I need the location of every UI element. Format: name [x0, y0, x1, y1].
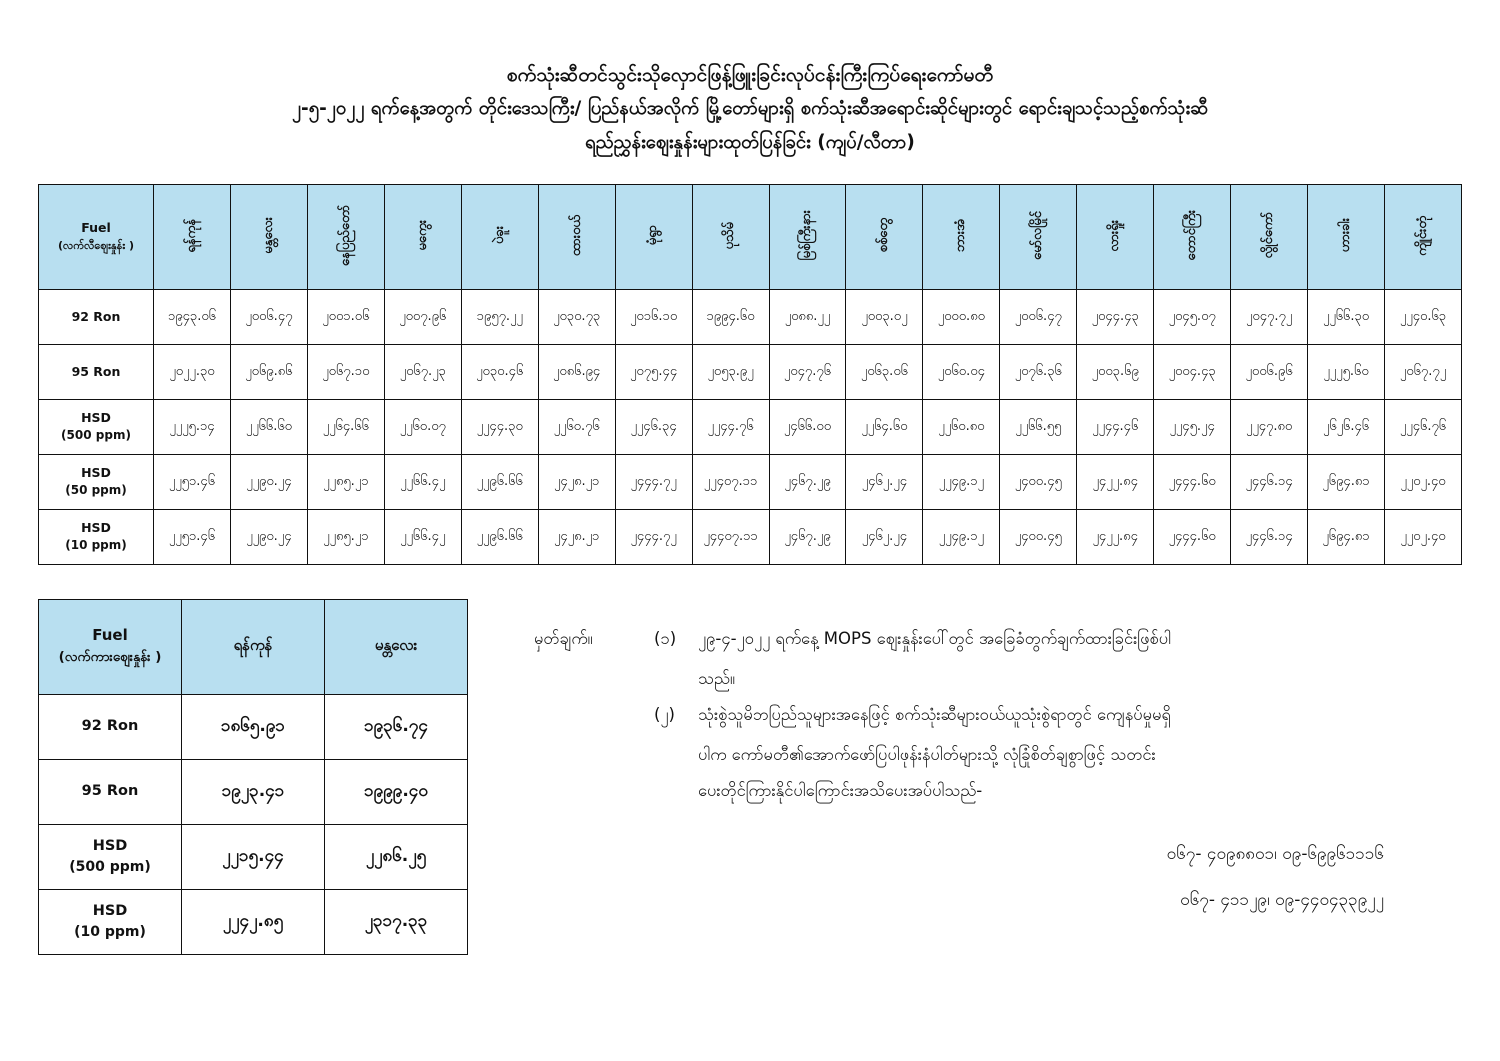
header-col-mandalay: မန္တလေး [325, 600, 468, 695]
row-label [39, 890, 182, 955]
row-label-main: 92 Ron [71, 308, 121, 324]
price-cell: ၂၂၄၄.၃၀ [461, 400, 538, 455]
price-cell: ၂၄၂၂.၈၄ [1077, 455, 1154, 510]
price-cell: ၂၂၆၀.၀၇ [384, 400, 461, 455]
price-cell: ၂၄၄၄.၆၀ [1154, 510, 1231, 565]
table-row [39, 825, 468, 890]
price-cell-yangon: ၂၂၄၂.၈၅ [182, 890, 325, 955]
header-city-14 [1231, 185, 1308, 290]
price-cell: ၂၂၄၀၇.၁၁ [692, 455, 769, 510]
wholesale-table-head [39, 600, 468, 695]
price-cell: ၂၂၄၆.၃၄ [615, 400, 692, 455]
price-cell: ၂၄၂၈.၂၁ [538, 510, 615, 565]
price-cell: ၂၄၀၀.၄၅ [1000, 510, 1077, 565]
price-cell: ၂၂၆၆.၄၂ [384, 455, 461, 510]
row-label [39, 455, 154, 510]
price-cell: ၂၄၄၆.၁၄ [1231, 510, 1308, 565]
price-cell: ၂၂၆၀.၇၆ [538, 400, 615, 455]
header-city-15 [1308, 185, 1385, 290]
header-fuel-title: Fuel [92, 626, 128, 644]
price-cell: ၂၀၆၇.၇၂ [1385, 345, 1462, 400]
price-cell: ၂၂၉၀.၂၄ [230, 510, 307, 565]
price-cell-yangon: ၂၂၁၅.၄၄ [182, 825, 325, 890]
row-label-sub: (50 ppm) [65, 483, 127, 498]
header-fuel-corner [39, 185, 154, 290]
header-city-7 [692, 185, 769, 290]
fuel-price-table-head [39, 185, 1462, 290]
title-line-2: ၂-၅-၂၀၂၂ ရက်နေ့အတွက် တိုင်းဒေသကြီး/ ပြည်နယ်အလိုက် မြို့တော်များရှိ စက်သုံးဆီအရောင်းဆိုင်များတွင် ရောင်းချသင့်သည့်စက်သုံးဆီ [291, 98, 1209, 119]
row-label-main: HSD [81, 520, 111, 536]
price-cell: ၂၀၀၃.၆၉ [1077, 345, 1154, 400]
row-label [39, 345, 154, 400]
price-cell: ၂၄၄၄.၆၀ [1154, 455, 1231, 510]
price-cell-mandalay: ၂၂၈၆.၂၅ [325, 825, 468, 890]
table-row [39, 510, 1462, 565]
price-cell: ၂၀၈၈.၂၂ [769, 290, 846, 345]
price-cell: ၂၂၈၅.၂၁ [307, 455, 384, 510]
price-cell: ၂၂၂၅.၁၄ [154, 400, 231, 455]
price-cell: ၁၉၅၇.၂၂ [461, 290, 538, 345]
header-city-1 [230, 185, 307, 290]
price-cell: ၂၀၀၃.၀၂ [846, 290, 923, 345]
header-city-5 [538, 185, 615, 290]
price-cell-yangon: ၁၈၆၅.၉၁ [182, 695, 325, 760]
table-row [39, 760, 468, 825]
price-cell: ၂၀၂၂.၃၀ [154, 345, 231, 400]
price-cell: ၂၀၆၃.၀၆ [846, 345, 923, 400]
price-cell: ၂၄၆၂.၂၄ [846, 510, 923, 565]
note-text-2-cont-a: ပါက ကော်မတီ၏အောက်ဖော်ပြပါဖုန်းနံပါတ်များသို့ လုံခြုံစိတ်ချစွာဖြင့် သတင်း [698, 745, 1156, 764]
header-city-2 [307, 185, 384, 290]
row-label [39, 695, 182, 760]
price-cell: ၂၀၀၆.၉၆ [1231, 345, 1308, 400]
note-number-1: (၁) [654, 629, 677, 648]
header-fuel-corner [39, 600, 182, 695]
note-text-2: သုံးစွဲသူမိဘပြည်သူများအနေဖြင့် စက်သုံးဆီများဝယ်ယူသုံးစွဲရာတွင် ကျေနပ်မှုမရှိ [698, 705, 1171, 724]
row-label [39, 510, 154, 565]
price-cell: ၂၀၅၃.၉၂ [692, 345, 769, 400]
price-cell: ၂၀၀၇.၉၆ [384, 290, 461, 345]
price-cell: ၂၂၄၇.၈၀ [1231, 400, 1308, 455]
price-cell: ၂၆၉၄.၈၁ [1308, 510, 1385, 565]
price-cell: ၂၄၄၄.၇၂ [615, 510, 692, 565]
price-cell: ၂၄၄၆.၁၄ [1231, 455, 1308, 510]
price-cell: ၂၀၁၆.၁၀ [615, 290, 692, 345]
header-city-label: မကွေး [414, 220, 430, 251]
price-cell: ၂၂၆၆.၃၀ [1308, 290, 1385, 345]
price-cell: ၂၀၀၆.၄၇ [1000, 290, 1077, 345]
price-cell: ၂၀၆၀.၀၄ [923, 345, 1000, 400]
price-cell: ၂၄၆၂.၂၄ [846, 455, 923, 510]
bottom-section [0, 599, 1500, 955]
header-city-label: တောင်ကြီး [1184, 210, 1199, 261]
price-cell: ၂၂၆၆.၅၅ [1000, 400, 1077, 455]
header-fuel-subtitle: (လက်ကားဈေးနှုန်း ) [58, 649, 162, 665]
row-label-main: 95 Ron [81, 783, 139, 800]
header-city-label: ဟားခါး [1337, 218, 1353, 253]
header-city-6 [615, 185, 692, 290]
note-number-2: (၂) [654, 705, 675, 724]
row-label-sub: (500 ppm) [61, 428, 131, 443]
header-city-label: မန္တလေး [260, 217, 276, 254]
header-city-13 [1154, 185, 1231, 290]
fuel-price-table [38, 184, 1462, 565]
table-row [39, 695, 468, 760]
price-cell: ၂၀၈၆.၉၄ [538, 345, 615, 400]
price-cell: ၂၄၀၀.၄၅ [1000, 455, 1077, 510]
row-label-sub: (10 ppm) [74, 924, 146, 941]
wholesale-table-body [39, 695, 468, 955]
price-cell: ၂၂၄၅.၂၄ [1154, 400, 1231, 455]
price-cell: ၂၄၂၈.၂၁ [538, 455, 615, 510]
price-cell: ၂၀၀၀.၈၀ [923, 290, 1000, 345]
price-cell: ၂၀၆၉.၈၆ [230, 345, 307, 400]
header-fuel-subtitle: (လက်လီဈေးနှုန်း ) [58, 239, 134, 253]
price-cell: ၂၀၆၇.၁၀ [307, 345, 384, 400]
price-cell: ၂၂၄၄.၇၆ [692, 400, 769, 455]
price-cell: ၂၂၉၆.၆၆ [461, 455, 538, 510]
price-cell-mandalay: ၁၉၉၉.၄၀ [325, 760, 468, 825]
price-cell: ၂၄၆၆.၀၀ [769, 400, 846, 455]
price-cell: ၂၀၇၆.၃၆ [1000, 345, 1077, 400]
table-header-row [39, 185, 1462, 290]
price-cell: ၂၂၅၁.၄၆ [154, 455, 231, 510]
row-label [39, 825, 182, 890]
price-cell: ၂၄၆၇.၂၉ [769, 455, 846, 510]
price-cell-mandalay: ၁၉၃၆.၇၄ [325, 695, 468, 760]
wholesale-price-table [38, 599, 468, 955]
table-row [39, 400, 1462, 455]
price-cell: ၂၀၀၁.၀၆ [307, 290, 384, 345]
note-text-2-cont-b: ပေးတိုင်ကြားနိုင်ပါကြောင်းအသိပေးအပ်ပါသည်- [698, 781, 983, 800]
price-cell: ၂၀၀၄.၄၃ [1154, 345, 1231, 400]
price-cell: ၂၀၄၄.၄၃ [1077, 290, 1154, 345]
row-label-main: 95 Ron [71, 363, 121, 379]
header-city-0 [154, 185, 231, 290]
price-cell: ၂၄၄၄.၇၂ [615, 455, 692, 510]
header-city-label: လားရှိုး [1107, 219, 1123, 252]
price-cell: ၂၆၂၆.၄၆ [1308, 400, 1385, 455]
price-cell: ၂၄၂၂.၈၄ [1077, 510, 1154, 565]
header-city-label: ကျိုင်းတုံ [1414, 215, 1430, 256]
header-city-label: နေပြည်တော် [337, 204, 353, 266]
price-cell: ၂၂၆၄.၆၆ [307, 400, 384, 455]
price-cell: ၂၀၄၅.၀၇ [1154, 290, 1231, 345]
price-cell: ၂၂၈၅.၂၁ [307, 510, 384, 565]
table-row [39, 290, 1462, 345]
price-cell: ၂၀၆၇.၂၃ [384, 345, 461, 400]
phone-line-1: ၀၆၇- ၄၀၉၈၈၀၁၊ ၀၉-၆၉၉၆၁၁၁၆ [1166, 844, 1384, 864]
row-label [39, 290, 154, 345]
row-label [39, 400, 154, 455]
price-cell-yangon: ၁၉၂၃.၄၁ [182, 760, 325, 825]
row-label-sub: (500 ppm) [69, 859, 151, 876]
table-row [39, 345, 1462, 400]
note-text-1: ၂၉-၄-၂၀၂၂ ရက်နေ့ MOPS ဈေးနှုန်းပေါ်တွင် အခြေခံတွက်ချက်ထားခြင်းဖြစ်ပါ [698, 629, 1172, 648]
price-cell: ၂၂၀၂.၄၀ [1385, 455, 1462, 510]
price-cell: ၂၆၉၄.၈၁ [1308, 455, 1385, 510]
header-city-label: ပုသိမ် [722, 221, 738, 250]
header-city-9 [846, 185, 923, 290]
header-city-16 [1385, 185, 1462, 290]
table-header-row [39, 600, 468, 695]
note-text-1-cont: သည်။ [698, 669, 735, 688]
notes-section [534, 599, 1414, 923]
price-cell: ၂၂၀၂.၄၀ [1385, 510, 1462, 565]
price-cell: ၂၀၃၀.၄၆ [461, 345, 538, 400]
price-cell: ၂၂၅၁.၄၆ [154, 510, 231, 565]
price-cell: ၂၄၄၀၇.၁၁ [692, 510, 769, 565]
price-cell: ၂၀၄၇.၇၆ [769, 345, 846, 400]
price-cell: ၂၀၀၆.၄၇ [230, 290, 307, 345]
price-cell: ၂၀၃၀.၇၃ [538, 290, 615, 345]
price-cell: ၂၂၄၉.၁၂ [923, 510, 1000, 565]
price-cell: ၂၄၆၇.၂၉ [769, 510, 846, 565]
header-city-label: စစ်တွေ [876, 218, 892, 253]
row-label [39, 760, 182, 825]
header-city-label: ပဲခူး [491, 226, 507, 245]
header-city-12 [1077, 185, 1154, 290]
price-cell: ၂၂၂၅.၆၀ [1308, 345, 1385, 400]
header-fuel-title: Fuel [81, 220, 111, 236]
price-cell: ၂၂၄၄.၄၆ [1077, 400, 1154, 455]
price-cell: ၁၉၉၄.၆၀ [692, 290, 769, 345]
note-item-1 [534, 621, 1414, 657]
price-cell: ၁၉၄၃.၀၆ [154, 290, 231, 345]
header-city-label: မုံရွာ [645, 225, 661, 246]
fuel-price-table-container [38, 184, 1462, 565]
fuel-price-table-body [39, 290, 1462, 565]
header-city-10 [923, 185, 1000, 290]
header-city-4 [461, 185, 538, 290]
row-label-sub: (10 ppm) [65, 538, 127, 553]
wholesale-price-table-container [38, 599, 468, 955]
header-city-label: ရန်ကုန် [183, 218, 199, 253]
title-line-3: ရည်ညွှန်းဈေးနှုန်းများထုတ်ပြန်ခြင်း (ကျပ်/လီတာ) [585, 132, 915, 153]
row-label-main: HSD [81, 410, 111, 426]
price-cell: ၂၀၇၅.၄၄ [615, 345, 692, 400]
price-cell: ၂၂၄၀.၆၃ [1385, 290, 1462, 345]
header-col-yangon: ရန်ကုန် [182, 600, 325, 695]
notes-label: မှတ်ချက်။ [534, 629, 593, 648]
table-row [39, 455, 1462, 510]
price-cell: ၂၂၆၄.၆၀ [846, 400, 923, 455]
header-city-label: ထားဝယ် [568, 214, 584, 257]
table-row [39, 890, 468, 955]
header-city-label: လွိုင်ကော် [1260, 212, 1276, 259]
header-city-label: ဘားအံ [953, 218, 969, 253]
page-title [0, 0, 1500, 160]
row-label-main: HSD [92, 837, 128, 854]
title-line-1: စက်သုံးဆီတင်သွင်းသိုလှောင်ဖြန့်ဖြူးခြင်းလုပ်ငန်းကြီးကြပ်ရေးကော်မတီ [506, 64, 994, 86]
header-city-8 [769, 185, 846, 290]
price-cell-mandalay: ၂၃၁၇.၃၃ [325, 890, 468, 955]
note-item-2 [534, 697, 1414, 733]
header-city-11 [1000, 185, 1077, 290]
header-city-3 [384, 185, 461, 290]
contact-phones [698, 831, 1414, 923]
header-city-label: မြစ်ကြီးနား [799, 210, 815, 261]
row-label-main: 92 Ron [81, 718, 139, 735]
row-label-main: HSD [81, 465, 111, 481]
price-cell: ၂၀၄၇.၇၂ [1231, 290, 1308, 345]
price-cell: ၂၂၉၆.၆၆ [461, 510, 538, 565]
phone-line-2: ၀၆၇- ၄၁၁၂၉၊ ၀၉-၄၄၀၄၃၃၉၂၂ [1180, 890, 1384, 910]
price-cell: ၂၂၆၆.၆၀ [230, 400, 307, 455]
price-cell: ၂၂၄၉.၁၂ [923, 455, 1000, 510]
price-cell: ၂၂၄၆.၇၆ [1385, 400, 1462, 455]
header-city-label: မော်လမြိုင် [1030, 211, 1046, 260]
price-cell: ၂၂၆၀.၈၀ [923, 400, 1000, 455]
price-cell: ၂၂၉၀.၂၄ [230, 455, 307, 510]
row-label-main: HSD [92, 902, 128, 919]
price-cell: ၂၂၆၆.၄၂ [384, 510, 461, 565]
